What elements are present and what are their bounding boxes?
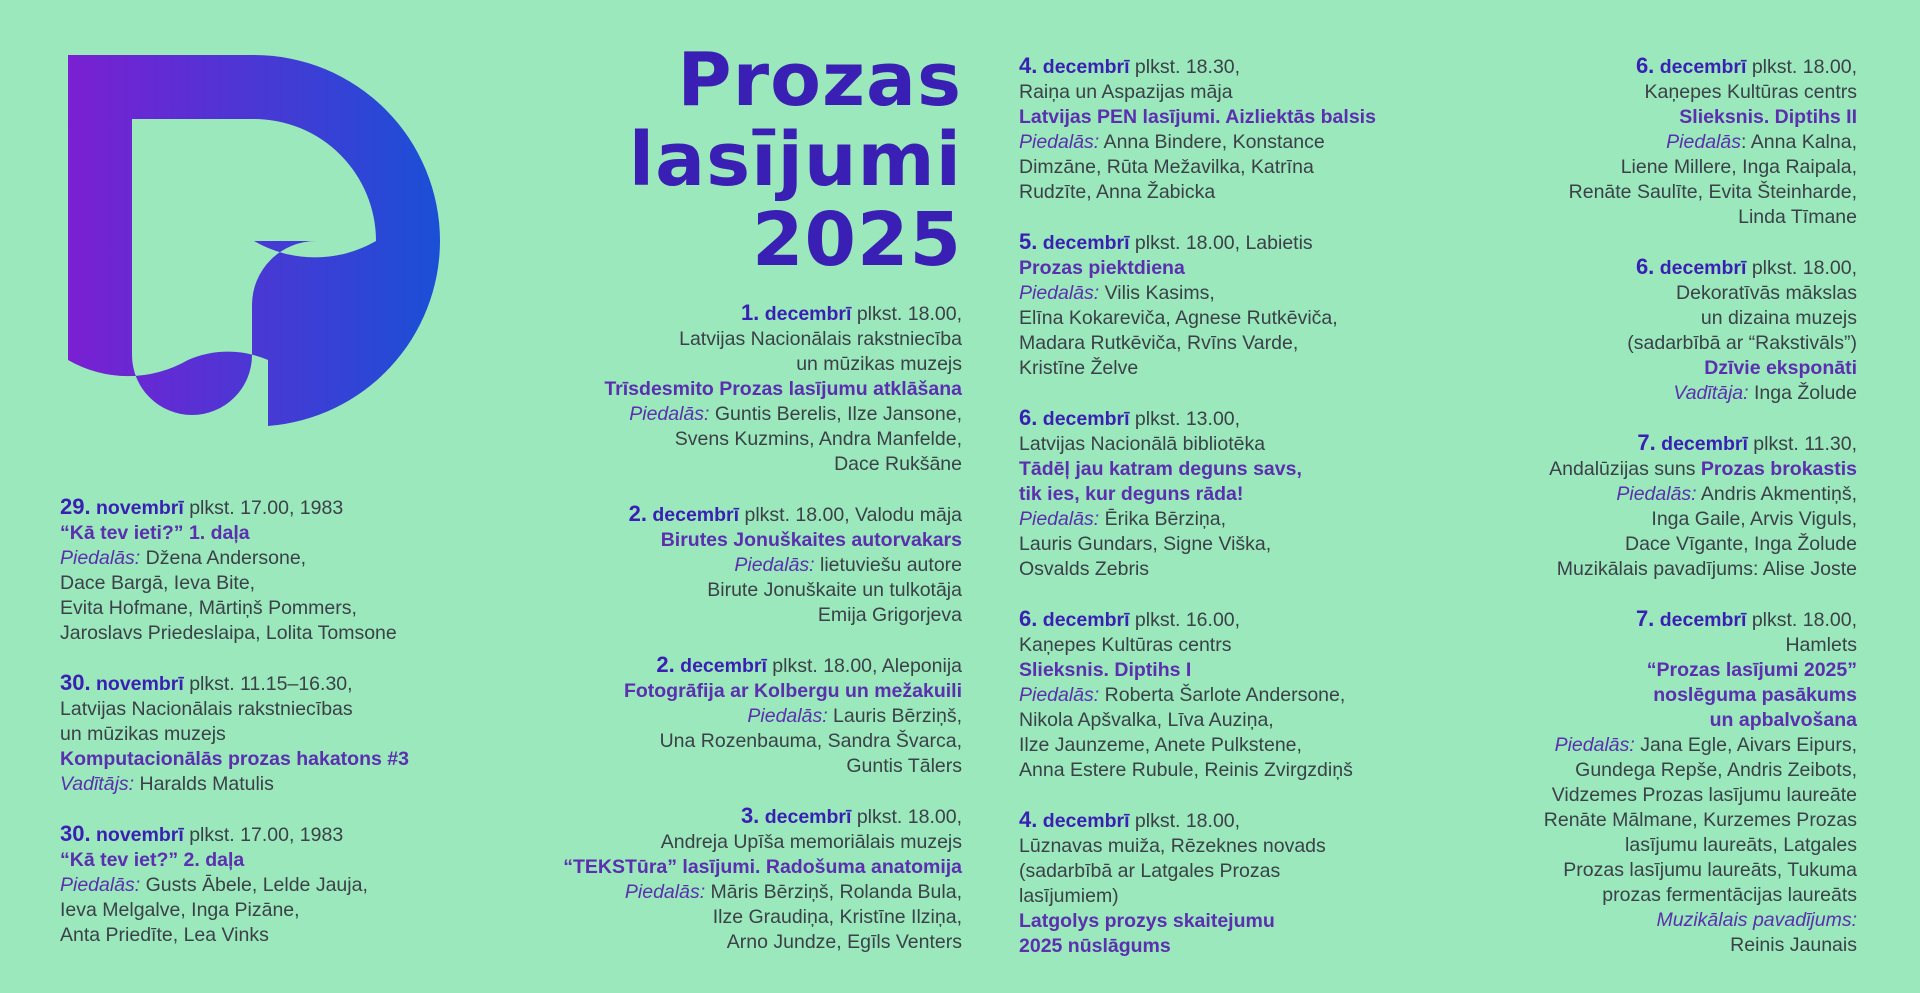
- participants-text: Dace Bargā, Ieva Bite,: [60, 572, 256, 594]
- event-day: 1.: [740, 300, 760, 325]
- participants-label: Piedalās:: [629, 403, 710, 425]
- event-date-line: [1470, 254, 1857, 281]
- participants-label: Piedalās:: [1616, 483, 1697, 505]
- participants-text: Vilis Kasims,: [1099, 282, 1215, 304]
- event-month: novembrī: [96, 673, 184, 695]
- event-time: plkst. 18.00,: [1746, 609, 1857, 631]
- event-venue: (sadarbībā ar “Rakstivāls”): [1627, 332, 1857, 354]
- event-participants: [500, 704, 962, 729]
- page-title: [590, 37, 962, 283]
- participants-text: Una Rozenbauma, Sandra Švarca,: [659, 730, 962, 752]
- event-participants: [1019, 683, 1449, 708]
- event-headline: Trīsdesmito Prozas lasījumu atklāšana: [604, 378, 962, 400]
- participants-text: Anna Bindere, Konstance: [1099, 131, 1325, 153]
- event-day: 30.: [60, 821, 91, 846]
- event-venue: Latvijas Nacionālā bibliotēka: [1019, 433, 1266, 455]
- event-date-line: [60, 670, 480, 697]
- event-participants: [500, 880, 962, 905]
- event-headline: tik ies, kur deguns rāda!: [1019, 483, 1244, 505]
- event-venue: Hamlets: [1785, 634, 1857, 656]
- event-item: [1019, 606, 1449, 783]
- participants-text: Dace Vīgante, Inga Žolude: [1625, 533, 1857, 555]
- event-time: plkst. 18.00, Aleponija: [766, 655, 962, 677]
- event-month: decembrī: [680, 655, 767, 677]
- event-month: decembrī: [652, 504, 740, 526]
- event-participants: [1019, 130, 1449, 155]
- event-day: 5.: [1019, 229, 1038, 254]
- event-month: decembrī: [1659, 609, 1747, 631]
- event-time: plkst. 18.00, Labietis: [1129, 232, 1313, 254]
- event-date: [1635, 254, 1747, 279]
- participants-label: Piedalās:: [1019, 131, 1100, 153]
- event-date: [628, 501, 740, 526]
- event-participants: [60, 873, 480, 898]
- event-participants: [1470, 130, 1857, 155]
- event-participants: [60, 546, 480, 571]
- event-date-line: [1019, 405, 1449, 432]
- participants-text: Madara Rutkēviča, Rvīns Varde,: [1019, 332, 1299, 354]
- event-date: [740, 300, 852, 325]
- event-participants: [1019, 281, 1449, 306]
- participants-label: Piedalās:: [60, 874, 141, 896]
- event-item: [1470, 53, 1857, 230]
- event-headline: Prozas piektdiena: [1019, 257, 1185, 279]
- event-date: [1019, 229, 1130, 254]
- participants-text: Māris Bērziņš, Rolanda Bula,: [705, 881, 962, 903]
- event-venue-line: [1470, 457, 1857, 482]
- music-label: Muzikālais pavadījums:: [1656, 909, 1857, 931]
- event-time: plkst. 18.30,: [1129, 56, 1241, 78]
- event-day: 7.: [1635, 606, 1655, 631]
- event-time: plkst. 18.00,: [851, 806, 962, 828]
- participants-text: Gundega Repše, Andris Zeibots,: [1575, 759, 1857, 781]
- event-time: plkst. 16.00,: [1129, 609, 1241, 631]
- event-column-2: [500, 300, 962, 979]
- event-date-line: [500, 803, 962, 830]
- participants-text: Ieva Melgalve, Inga Pizāne,: [60, 899, 300, 921]
- event-date-line: [1019, 606, 1449, 633]
- event-day: 4.: [1019, 807, 1038, 832]
- participants-text: Džena Andersone,: [140, 547, 307, 569]
- event-headline: Prozas brokastis: [1700, 458, 1857, 480]
- event-date: [1637, 430, 1748, 455]
- event-time: plkst. 18.00,: [1746, 257, 1857, 279]
- event-venue: Lūznavas muiža, Rēzeknes novads: [1019, 835, 1326, 857]
- event-date: [1635, 53, 1747, 78]
- participants-label: Piedalās:: [60, 547, 141, 569]
- event-time: plkst. 18.00,: [851, 303, 962, 325]
- event-time: plkst. 18.00, Valodu māja: [739, 504, 962, 526]
- participants-text: Lauris Bērziņš,: [827, 705, 962, 727]
- participants-text: Emija Grigorjeva: [817, 604, 962, 626]
- event-date-line: [1470, 606, 1857, 633]
- participants-text: Ilze Jaunzeme, Anete Pulkstene,: [1019, 734, 1302, 756]
- participants-text: : Anna Kalna,: [1740, 131, 1857, 153]
- event-headline: “Prozas lasījumi 2025”: [1646, 659, 1857, 681]
- participants-text: Linda Tīmane: [1738, 206, 1857, 228]
- event-day: 3.: [740, 803, 760, 828]
- event-month: novembrī: [96, 497, 184, 519]
- participants-text: Vidzemes Prozas lasījumu laureāte: [1551, 784, 1857, 806]
- event-date-line: [1019, 807, 1449, 834]
- event-headline: Birutes Jonuškaites autorvakars: [660, 529, 962, 551]
- participants-text: Dimzāne, Rūta Mežavilka, Katrīna: [1019, 156, 1314, 178]
- participants-text: Prozas lasījumu laureāts, Tukuma: [1563, 859, 1857, 881]
- event-date-line: [500, 501, 962, 528]
- participants-text: lasījumu laureāts, Latgales: [1625, 834, 1857, 856]
- participants-text: Ilze Graudiņa, Kristīne Ilziņa,: [712, 906, 962, 928]
- participants-text: Nikola Apšvalka, Līva Auziņa,: [1019, 709, 1274, 731]
- participants-text: prozas fermentācijas laureāts: [1602, 884, 1857, 906]
- event-month: decembrī: [1659, 56, 1747, 78]
- event-participants: [500, 553, 962, 578]
- participants-label: Vadītājs:: [60, 773, 135, 795]
- event-headline: noslēguma pasākums: [1653, 684, 1857, 706]
- event-item: [1019, 405, 1449, 582]
- participants-text: Inga Gaile, Arvis Viguls,: [1651, 508, 1857, 530]
- participants-text: Arno Jundze, Egīls Venters: [726, 931, 962, 953]
- event-headline: 2025 nūslāgums: [1019, 935, 1171, 957]
- event-column-4: [1470, 53, 1857, 982]
- event-venue: Andreja Upīša memoriālais muzejs: [660, 831, 962, 853]
- title-line-3: 2025: [752, 197, 962, 283]
- event-month: decembrī: [764, 806, 852, 828]
- participants-label: Piedalās:: [1019, 508, 1100, 530]
- event-participants: [1470, 381, 1857, 406]
- event-venue: Latvijas Nacionālais rakstniecība: [679, 328, 962, 350]
- participants-text: Haralds Matulis: [134, 773, 274, 795]
- participants-text: Svens Kuzmins, Andra Manfelde,: [674, 428, 962, 450]
- participants-label: Piedalās:: [624, 881, 706, 903]
- event-venue: un dizaina muzejs: [1700, 307, 1857, 329]
- event-headline: Latgolys prozys skaitejumu: [1019, 910, 1275, 932]
- event-headline: Latvijas PEN lasījumi. Aizliektās balsis: [1019, 106, 1376, 128]
- event-venue: Kaņepes Kultūras centrs: [1019, 634, 1232, 656]
- event-time: plkst. 11.15–16.30,: [183, 673, 353, 695]
- participants-text: Elīna Kokareviča, Agnese Rutkēviča,: [1019, 307, 1338, 329]
- event-month: decembrī: [1042, 810, 1130, 832]
- event-month: decembrī: [1042, 232, 1130, 254]
- participants-label: Piedalās:: [747, 705, 828, 727]
- participants-text: Anna Estere Rubule, Reinis Zvirgzdiņš: [1019, 759, 1353, 781]
- event-date: [1019, 606, 1130, 631]
- event-headline: Komputacionālās prozas hakatons #3: [60, 748, 409, 770]
- participants-text: Evita Hofmane, Mārtiņš Pommers,: [60, 597, 357, 619]
- event-month: decembrī: [1042, 408, 1130, 430]
- event-date-line: [60, 494, 480, 521]
- event-item: [500, 803, 962, 955]
- event-participants: [1470, 482, 1857, 507]
- title-line-1: Prozas: [677, 37, 962, 123]
- participants-text: Renāte Mālmane, Kurzemes Prozas: [1543, 809, 1857, 831]
- event-date-line: [500, 652, 962, 679]
- event-item: [500, 501, 962, 628]
- event-item: [1019, 807, 1449, 959]
- event-headline: “Kā tev ieti?” 1. daļa: [60, 522, 250, 544]
- event-headline: Tādēļ jau katram deguns savs,: [1019, 458, 1302, 480]
- event-headline: “Kā tev iet?” 2. daļa: [60, 849, 245, 871]
- event-day: 6.: [1635, 53, 1655, 78]
- event-month: novembrī: [96, 824, 184, 846]
- participants-text: Jana Egle, Aivars Eipurs,: [1634, 734, 1857, 756]
- participants-text: lietuviešu autore: [814, 554, 962, 576]
- event-item: [1470, 606, 1857, 958]
- event-venue: Raiņa un Aspazijas māja: [1019, 81, 1233, 103]
- event-date-line: [1470, 430, 1857, 457]
- event-day: 2.: [656, 652, 675, 677]
- participants-text: Inga Žolude: [1748, 382, 1857, 404]
- participants-text: Lauris Gundars, Signe Viška,: [1019, 533, 1272, 555]
- event-venue: un mūzikas muzejs: [60, 723, 226, 745]
- event-date: [60, 494, 184, 519]
- event-headline: “TEKSTūra” lasījumi. Radošuma anatomija: [563, 856, 962, 878]
- participants-text: Rudzīte, Anna Žabicka: [1019, 181, 1216, 203]
- event-headline: un apbalvošana: [1709, 709, 1857, 731]
- event-headline: Slieksnis. Diptihs II: [1679, 106, 1857, 128]
- event-date-line: [500, 300, 962, 327]
- participants-text: Liene Millere, Inga Raipala,: [1620, 156, 1857, 178]
- event-date-line: [1019, 229, 1449, 256]
- participants-text: Birute Jonuškaite un tulkotāja: [707, 579, 962, 601]
- event-month: decembrī: [764, 303, 852, 325]
- event-item: [1019, 229, 1449, 381]
- event-time: plkst. 13.00,: [1129, 408, 1241, 430]
- event-item: [60, 494, 480, 646]
- participants-text: Andris Akmentiņš,: [1696, 483, 1857, 505]
- event-date: [1635, 606, 1747, 631]
- event-date: [1019, 807, 1130, 832]
- event-day: 4.: [1019, 53, 1038, 78]
- event-item: [60, 821, 480, 948]
- participants-label: Piedalās:: [1019, 684, 1100, 706]
- participants-text: Dace Rukšāne: [834, 453, 962, 475]
- event-item: [500, 300, 962, 477]
- event-column-1: [60, 494, 480, 972]
- event-time: plkst. 18.00,: [1129, 810, 1241, 832]
- participants-label: Piedalās:: [734, 554, 815, 576]
- participants-label: Vadītāja:: [1673, 382, 1749, 404]
- prozas-lasijumi-logo: [68, 55, 448, 455]
- title-line-2: lasījumi: [628, 117, 962, 203]
- event-venue: Andalūzijas suns: [1549, 458, 1701, 480]
- participants-text: Ērika Bērziņa,: [1099, 508, 1227, 530]
- participants-label: Piedalās:: [1554, 734, 1635, 756]
- event-month: decembrī: [1042, 56, 1130, 78]
- participants-text: Kristīne Želve: [1019, 357, 1139, 379]
- event-venue: Dekoratīvās mākslas: [1676, 282, 1857, 304]
- event-item: [1470, 254, 1857, 406]
- event-headline: Dzīvie eksponāti: [1704, 357, 1857, 379]
- event-date-line: [1470, 53, 1857, 80]
- event-item: [1470, 430, 1857, 582]
- event-time: plkst. 17.00, 1983: [183, 824, 344, 846]
- event-venue: (sadarbībā ar Latgales Prozas: [1019, 860, 1281, 882]
- event-day: 7.: [1637, 430, 1656, 455]
- participants-text: Muzikālais pavadījums: Alise Joste: [1556, 558, 1857, 580]
- event-day: 6.: [1635, 254, 1655, 279]
- event-date-line: [1019, 53, 1449, 80]
- music-text: Reinis Jaunais: [1730, 934, 1857, 956]
- event-participants: [1019, 507, 1449, 532]
- event-day: 30.: [60, 670, 91, 695]
- event-item: [1019, 53, 1449, 205]
- event-date-line: [60, 821, 480, 848]
- event-month: decembrī: [1659, 257, 1747, 279]
- event-venue: lasījumiem): [1019, 885, 1119, 907]
- participants-text: Osvalds Zebris: [1019, 558, 1150, 580]
- participants-label: Piedalās: [1666, 131, 1741, 153]
- participants-text: Roberta Šarlote Andersone,: [1099, 684, 1346, 706]
- event-day: 6.: [1019, 606, 1038, 631]
- participants-text: Gusts Ābele, Lelde Jauja,: [140, 874, 368, 896]
- event-date: [740, 803, 852, 828]
- participants-text: Guntis Tālers: [846, 755, 962, 777]
- event-date: [60, 670, 184, 695]
- event-date: [1019, 405, 1130, 430]
- event-venue: un mūzikas muzejs: [796, 353, 962, 375]
- participants-text: Guntis Berelis, Ilze Jansone,: [709, 403, 962, 425]
- event-day: 6.: [1019, 405, 1038, 430]
- participants-text: Jaroslavs Priedeslaipa, Lolita Tomsone: [60, 622, 397, 644]
- event-time: plkst. 11.30,: [1747, 433, 1857, 455]
- event-headline: Slieksnis. Diptihs I: [1019, 659, 1192, 681]
- event-day: 2.: [628, 501, 647, 526]
- event-venue: Latvijas Nacionālais rakstniecības: [60, 698, 353, 720]
- event-participants: [60, 772, 480, 797]
- event-month: decembrī: [1661, 433, 1748, 455]
- event-item: [500, 652, 962, 779]
- event-date: [60, 821, 184, 846]
- event-time: plkst. 17.00, 1983: [183, 497, 344, 519]
- participants-text: Renāte Saulīte, Evita Šteinharde,: [1568, 181, 1857, 203]
- participants-text: Anta Priedīte, Lea Vinks: [60, 924, 269, 946]
- event-headline: Fotogrāfija ar Kolbergu un mežakuili: [623, 680, 962, 702]
- participants-label: Piedalās:: [1019, 282, 1100, 304]
- event-participants: [500, 402, 962, 427]
- event-venue: Kaņepes Kultūras centrs: [1644, 81, 1857, 103]
- event-item: [60, 670, 480, 797]
- event-date: [656, 652, 767, 677]
- event-participants: [1470, 733, 1857, 758]
- event-day: 29.: [60, 494, 91, 519]
- event-time: plkst. 18.00,: [1746, 56, 1857, 78]
- event-column-3: [1019, 53, 1449, 983]
- event-date: [1019, 53, 1130, 78]
- event-month: decembrī: [1042, 609, 1130, 631]
